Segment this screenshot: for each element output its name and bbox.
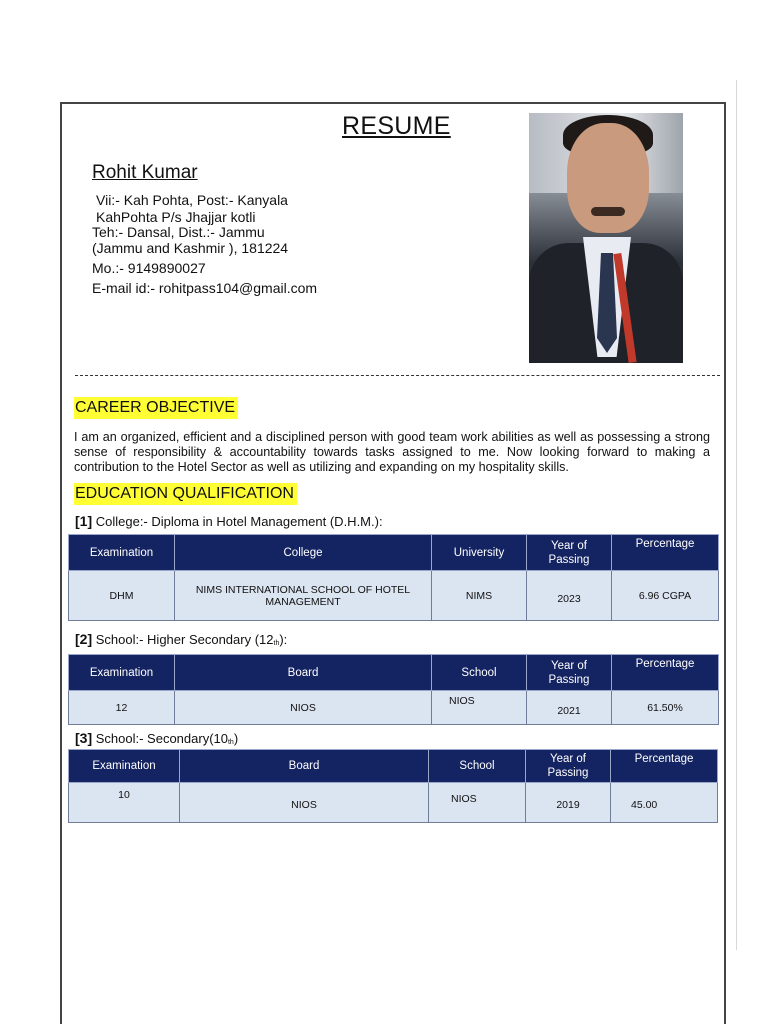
address-line-1: Vii:- Kah Pohta, Post:- Kanyala (96, 192, 288, 208)
section-label: College:- Diploma in Hotel Management (D.H.M.): (92, 514, 383, 529)
cell-year: 2019 (526, 783, 611, 823)
cell-year: 2021 (527, 691, 612, 725)
career-objective-text: I am an organized, efficient and a disciplined person with good team work abilities as well as possessing a strong sense of responsibility & accountability towards tasks assigned to me. Now looking forward to making a contribution to the Hotel Sector as well as utilizing and expanding on my hospitality skills. (74, 430, 710, 474)
col-percentage: Percentage (612, 655, 719, 691)
section-label: School:- Higher Secondary (12 (92, 632, 274, 647)
col-school: School (432, 655, 527, 691)
college-table (68, 534, 719, 621)
cell-percentage: 61.50% (612, 691, 719, 725)
superscript-th: th (273, 640, 280, 647)
cell-percentage: 6.96 CGPA (612, 571, 719, 621)
cell-board: NIOS (175, 691, 432, 725)
cell-year: 2023 (527, 571, 612, 621)
secondary-table (68, 749, 718, 823)
section-label: School:- Secondary(10 (92, 731, 228, 746)
section-label-end: ): (279, 632, 288, 647)
col-examination: Examination (69, 535, 175, 571)
cell-percentage: 45.00 (611, 783, 718, 823)
cell-examination: DHM (69, 571, 175, 621)
cell-school: NIOS (429, 783, 526, 823)
col-year: Year of Passing (526, 750, 611, 783)
col-school: School (429, 750, 526, 783)
section-number: [2] (75, 631, 93, 647)
education-heading: EDUCATION QUALIFICATION (74, 483, 297, 505)
cell-examination: 10 (69, 783, 180, 823)
address-line-2: KahPohta P/s Jhajjar kotli (96, 209, 256, 225)
section-number: [1] (75, 513, 93, 529)
col-board: Board (175, 655, 432, 691)
section-divider (75, 375, 720, 376)
col-year: Year of Passing (527, 655, 612, 691)
superscript-th: th (227, 739, 234, 746)
col-examination: Examination (69, 655, 175, 691)
table-row (69, 691, 719, 725)
secondary-subheading (75, 730, 238, 751)
cell-examination: 12 (69, 691, 175, 725)
table-row (69, 783, 718, 823)
table-header-row (69, 750, 718, 783)
career-objective-heading: CAREER OBJECTIVE (74, 397, 238, 419)
page-edge-line (736, 80, 737, 950)
candidate-name: Rohit Kumar (92, 162, 198, 183)
address-line-3: Teh:- Dansal, Dist.:- Jammu (92, 224, 265, 240)
cell-board: NIOS (180, 783, 429, 823)
higher-secondary-table (68, 654, 719, 725)
higher-secondary-subheading (75, 631, 287, 652)
cell-university: NIMS (432, 571, 527, 621)
section-number: [3] (75, 730, 93, 746)
col-percentage: Percentage (612, 535, 719, 571)
cell-school: NIOS (432, 691, 527, 725)
table-row (69, 571, 719, 621)
address-line-4: (Jammu and Kashmir ), 181224 (92, 240, 289, 256)
section-label-end: ) (233, 731, 239, 746)
col-percentage: Percentage (611, 750, 718, 783)
table-header-row (69, 655, 719, 691)
col-college: College (175, 535, 432, 571)
col-university: University (432, 535, 527, 571)
col-board: Board (180, 750, 429, 783)
profile-photo (529, 113, 683, 363)
col-examination: Examination (69, 750, 180, 783)
col-year: Year of Passing (527, 535, 612, 571)
table-header-row (69, 535, 719, 571)
resume-title: RESUME (342, 112, 451, 140)
mobile-number: Mo.:- 9149890027 (92, 260, 206, 276)
cell-college: NIMS INTERNATIONAL SCHOOL OF HOTEL MANAGEMENT (175, 571, 432, 621)
college-subheading (75, 513, 383, 530)
email-address: E-mail id:- rohitpass104@gmail.com (92, 280, 318, 296)
